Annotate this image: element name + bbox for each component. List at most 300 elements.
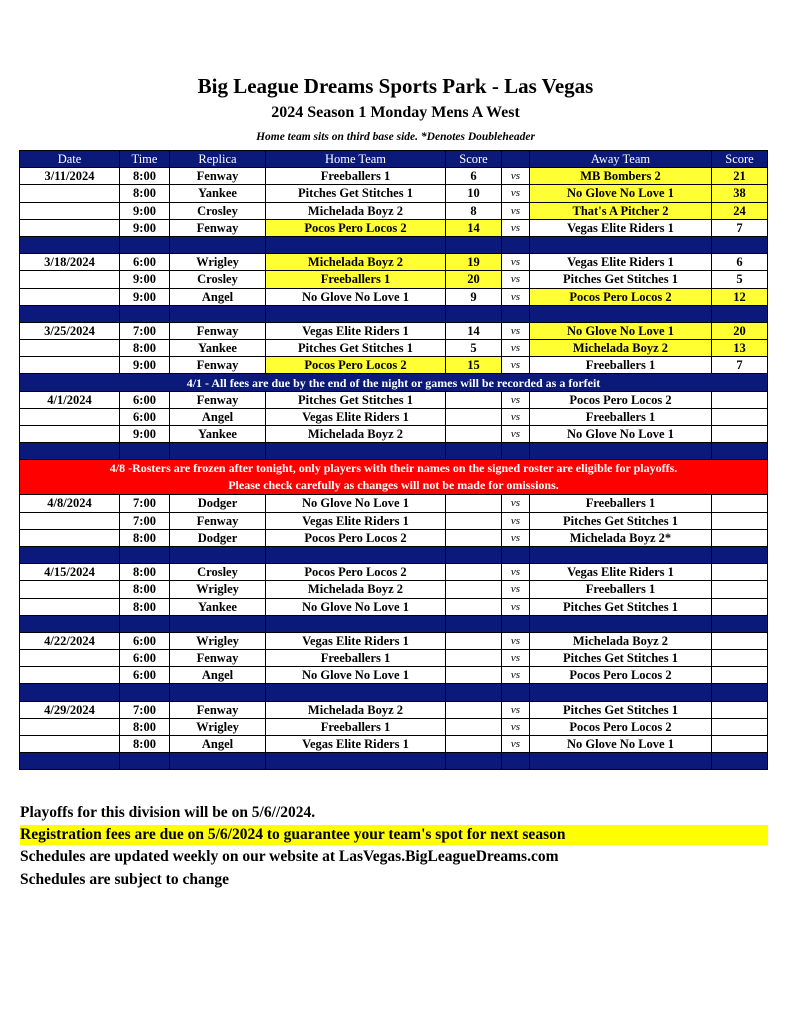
separator-cell bbox=[170, 236, 266, 253]
home-team: Freeballers 1 bbox=[266, 650, 446, 667]
vs-label: vs bbox=[502, 564, 530, 581]
away-score bbox=[712, 650, 768, 667]
home-score bbox=[446, 701, 502, 718]
game-time: 8:00 bbox=[120, 718, 170, 735]
away-team: Pocos Pero Locos 2 bbox=[530, 718, 712, 735]
separator-cell bbox=[120, 753, 170, 770]
home-score: 14 bbox=[446, 219, 502, 236]
game-time: 8:00 bbox=[120, 340, 170, 357]
week-separator-row bbox=[20, 546, 768, 563]
home-team: Vegas Elite Riders 1 bbox=[266, 322, 446, 339]
separator-cell bbox=[266, 615, 446, 632]
vs-label: vs bbox=[502, 168, 530, 185]
away-score bbox=[712, 495, 768, 512]
game-replica: Angel bbox=[170, 288, 266, 305]
away-team: Freeballers 1 bbox=[530, 495, 712, 512]
home-score bbox=[446, 736, 502, 753]
game-time: 8:00 bbox=[120, 564, 170, 581]
vs-label: vs bbox=[502, 408, 530, 425]
home-score: 5 bbox=[446, 340, 502, 357]
schedule-body bbox=[20, 168, 768, 770]
away-score: 5 bbox=[712, 271, 768, 288]
game-time: 8:00 bbox=[120, 736, 170, 753]
col-header-time: Time bbox=[120, 151, 170, 168]
game-time: 6:00 bbox=[120, 632, 170, 649]
game-replica: Angel bbox=[170, 736, 266, 753]
away-score bbox=[712, 391, 768, 408]
home-score bbox=[446, 391, 502, 408]
away-team: Pitches Get Stitches 1 bbox=[530, 701, 712, 718]
game-row bbox=[20, 288, 768, 305]
roster-alert-line-2: Please check carefully as changes will not be made for omissions. bbox=[228, 478, 559, 493]
game-row bbox=[20, 632, 768, 649]
page-note: Home team sits on third base side. *Denotes Doubleheader bbox=[256, 131, 535, 143]
game-date bbox=[20, 202, 120, 219]
game-replica: Angel bbox=[170, 408, 266, 425]
home-score bbox=[446, 632, 502, 649]
game-date bbox=[20, 288, 120, 305]
away-score bbox=[712, 529, 768, 546]
game-row bbox=[20, 426, 768, 443]
game-row bbox=[20, 219, 768, 236]
vs-label: vs bbox=[502, 322, 530, 339]
home-team: Pocos Pero Locos 2 bbox=[266, 564, 446, 581]
home-team: Michelada Boyz 2 bbox=[266, 254, 446, 271]
separator-cell bbox=[20, 753, 120, 770]
vs-label: vs bbox=[502, 581, 530, 598]
separator-cell bbox=[530, 546, 712, 563]
separator-cell bbox=[120, 236, 170, 253]
roster-alert-line-1: 4/8 -Rosters are frozen after tonight, only players with their names on the signed roster are eligible for playoffs. bbox=[109, 461, 678, 476]
table-header-row bbox=[20, 151, 768, 168]
away-team: Michelada Boyz 2 bbox=[530, 632, 712, 649]
page-subtitle: 2024 Season 1 Monday Mens A West bbox=[271, 104, 520, 121]
game-time: 9:00 bbox=[120, 288, 170, 305]
vs-label: vs bbox=[502, 650, 530, 667]
game-row bbox=[20, 168, 768, 185]
game-date: 4/29/2024 bbox=[20, 701, 120, 718]
separator-cell bbox=[446, 684, 502, 701]
separator-cell bbox=[712, 236, 768, 253]
separator-cell bbox=[266, 305, 446, 322]
game-row bbox=[20, 495, 768, 512]
game-replica: Fenway bbox=[170, 322, 266, 339]
game-replica: Yankee bbox=[170, 598, 266, 615]
home-team: Vegas Elite Riders 1 bbox=[266, 632, 446, 649]
game-date bbox=[20, 736, 120, 753]
vs-label: vs bbox=[502, 718, 530, 735]
separator-cell bbox=[446, 615, 502, 632]
game-row bbox=[20, 512, 768, 529]
vs-label: vs bbox=[502, 736, 530, 753]
away-score bbox=[712, 632, 768, 649]
game-date bbox=[20, 408, 120, 425]
game-date bbox=[20, 667, 120, 684]
game-row bbox=[20, 202, 768, 219]
home-team: No Glove No Love 1 bbox=[266, 667, 446, 684]
home-team: Freeballers 1 bbox=[266, 168, 446, 185]
game-replica: Dodger bbox=[170, 495, 266, 512]
separator-cell bbox=[502, 615, 530, 632]
game-date: 4/15/2024 bbox=[20, 564, 120, 581]
vs-label: vs bbox=[502, 340, 530, 357]
away-score: 7 bbox=[712, 219, 768, 236]
separator-cell bbox=[530, 305, 712, 322]
away-team: No Glove No Love 1 bbox=[530, 736, 712, 753]
separator-cell bbox=[530, 443, 712, 460]
away-score bbox=[712, 512, 768, 529]
separator-cell bbox=[712, 753, 768, 770]
away-team: No Glove No Love 1 bbox=[530, 185, 712, 202]
game-row bbox=[20, 598, 768, 615]
col-header-home-score: Score bbox=[446, 151, 502, 168]
game-replica: Yankee bbox=[170, 340, 266, 357]
home-team: Pitches Get Stitches 1 bbox=[266, 340, 446, 357]
col-header-away-score: Score bbox=[712, 151, 768, 168]
playoffs-note: Playoffs for this division will be on 5/6//2024. bbox=[20, 804, 316, 821]
game-row bbox=[20, 185, 768, 202]
game-date bbox=[20, 650, 120, 667]
col-header-away-team: Away Team bbox=[530, 151, 712, 168]
separator-cell bbox=[446, 236, 502, 253]
separator-cell bbox=[266, 443, 446, 460]
away-team: Pitches Get Stitches 1 bbox=[530, 650, 712, 667]
away-team: Freeballers 1 bbox=[530, 581, 712, 598]
game-time: 9:00 bbox=[120, 357, 170, 374]
game-date bbox=[20, 718, 120, 735]
separator-cell bbox=[446, 443, 502, 460]
game-time: 9:00 bbox=[120, 271, 170, 288]
game-time: 7:00 bbox=[120, 495, 170, 512]
game-row bbox=[20, 322, 768, 339]
away-score: 21 bbox=[712, 168, 768, 185]
game-date: 4/1/2024 bbox=[20, 391, 120, 408]
separator-cell bbox=[712, 443, 768, 460]
game-replica: Wrigley bbox=[170, 718, 266, 735]
game-time: 7:00 bbox=[120, 512, 170, 529]
vs-label: vs bbox=[502, 598, 530, 615]
game-time: 6:00 bbox=[120, 408, 170, 425]
away-team: Vegas Elite Riders 1 bbox=[530, 219, 712, 236]
game-date bbox=[20, 426, 120, 443]
home-score: 8 bbox=[446, 202, 502, 219]
separator-cell bbox=[120, 684, 170, 701]
away-team: Pitches Get Stitches 1 bbox=[530, 598, 712, 615]
away-score: 12 bbox=[712, 288, 768, 305]
game-time: 6:00 bbox=[120, 667, 170, 684]
away-score: 24 bbox=[712, 202, 768, 219]
separator-cell bbox=[502, 753, 530, 770]
game-row bbox=[20, 650, 768, 667]
away-team: Vegas Elite Riders 1 bbox=[530, 254, 712, 271]
game-replica: Fenway bbox=[170, 219, 266, 236]
game-time: 6:00 bbox=[120, 650, 170, 667]
home-score bbox=[446, 564, 502, 581]
game-time: 8:00 bbox=[120, 168, 170, 185]
game-row bbox=[20, 254, 768, 271]
game-row bbox=[20, 529, 768, 546]
game-row bbox=[20, 408, 768, 425]
separator-cell bbox=[530, 684, 712, 701]
away-team: Pitches Get Stitches 1 bbox=[530, 271, 712, 288]
home-score: 19 bbox=[446, 254, 502, 271]
away-team: Freeballers 1 bbox=[530, 357, 712, 374]
separator-cell bbox=[120, 546, 170, 563]
separator-cell bbox=[170, 684, 266, 701]
separator-cell bbox=[712, 615, 768, 632]
separator-cell bbox=[502, 684, 530, 701]
week-separator-row bbox=[20, 443, 768, 460]
home-team: Pocos Pero Locos 2 bbox=[266, 357, 446, 374]
separator-cell bbox=[266, 684, 446, 701]
separator-cell bbox=[446, 305, 502, 322]
game-time: 6:00 bbox=[120, 254, 170, 271]
game-replica: Wrigley bbox=[170, 581, 266, 598]
away-score bbox=[712, 564, 768, 581]
roster-alert-row bbox=[20, 460, 768, 495]
vs-label: vs bbox=[502, 357, 530, 374]
game-time: 8:00 bbox=[120, 185, 170, 202]
fees-notice: 4/1 - All fees are due by the end of the night or games will be recorded as a forfeit bbox=[20, 374, 768, 391]
game-replica: Fenway bbox=[170, 168, 266, 185]
game-replica: Fenway bbox=[170, 512, 266, 529]
home-team: Pitches Get Stitches 1 bbox=[266, 391, 446, 408]
away-score bbox=[712, 408, 768, 425]
game-replica: Crosley bbox=[170, 271, 266, 288]
game-replica: Wrigley bbox=[170, 254, 266, 271]
game-date bbox=[20, 598, 120, 615]
vs-label: vs bbox=[502, 219, 530, 236]
separator-cell bbox=[170, 305, 266, 322]
game-time: 8:00 bbox=[120, 529, 170, 546]
separator-cell bbox=[530, 615, 712, 632]
col-header-replica: Replica bbox=[170, 151, 266, 168]
col-header-home-team: Home Team bbox=[266, 151, 446, 168]
away-team: Vegas Elite Riders 1 bbox=[530, 564, 712, 581]
week-separator-row bbox=[20, 236, 768, 253]
separator-cell bbox=[20, 684, 120, 701]
game-row bbox=[20, 718, 768, 735]
away-score bbox=[712, 736, 768, 753]
separator-cell bbox=[120, 305, 170, 322]
away-score: 20 bbox=[712, 322, 768, 339]
home-score bbox=[446, 718, 502, 735]
game-date bbox=[20, 271, 120, 288]
vs-label: vs bbox=[502, 667, 530, 684]
home-team: Pocos Pero Locos 2 bbox=[266, 529, 446, 546]
game-row bbox=[20, 357, 768, 374]
separator-cell bbox=[170, 546, 266, 563]
game-date: 4/8/2024 bbox=[20, 495, 120, 512]
home-score bbox=[446, 408, 502, 425]
separator-cell bbox=[446, 753, 502, 770]
game-row bbox=[20, 564, 768, 581]
away-score bbox=[712, 598, 768, 615]
home-score bbox=[446, 598, 502, 615]
home-team: Pitches Get Stitches 1 bbox=[266, 185, 446, 202]
separator-cell bbox=[120, 443, 170, 460]
home-team: Vegas Elite Riders 1 bbox=[266, 408, 446, 425]
home-team: Michelada Boyz 2 bbox=[266, 581, 446, 598]
week-separator-row bbox=[20, 753, 768, 770]
game-replica: Angel bbox=[170, 667, 266, 684]
game-replica: Dodger bbox=[170, 529, 266, 546]
schedule-table bbox=[19, 150, 768, 770]
game-row bbox=[20, 667, 768, 684]
vs-label: vs bbox=[502, 512, 530, 529]
away-score: 13 bbox=[712, 340, 768, 357]
home-score bbox=[446, 426, 502, 443]
game-time: 7:00 bbox=[120, 322, 170, 339]
game-time: 8:00 bbox=[120, 581, 170, 598]
vs-label: vs bbox=[502, 701, 530, 718]
game-time: 9:00 bbox=[120, 202, 170, 219]
game-time: 6:00 bbox=[120, 391, 170, 408]
away-score bbox=[712, 581, 768, 598]
game-time: 9:00 bbox=[120, 426, 170, 443]
game-row bbox=[20, 581, 768, 598]
away-team: Michelada Boyz 2* bbox=[530, 529, 712, 546]
game-replica: Crosley bbox=[170, 564, 266, 581]
game-date bbox=[20, 529, 120, 546]
away-score bbox=[712, 701, 768, 718]
separator-cell bbox=[20, 546, 120, 563]
vs-label: vs bbox=[502, 529, 530, 546]
home-score bbox=[446, 512, 502, 529]
separator-cell bbox=[712, 305, 768, 322]
vs-label: vs bbox=[502, 288, 530, 305]
game-date bbox=[20, 581, 120, 598]
away-team: Pocos Pero Locos 2 bbox=[530, 288, 712, 305]
vs-label: vs bbox=[502, 495, 530, 512]
away-team: Michelada Boyz 2 bbox=[530, 340, 712, 357]
separator-cell bbox=[530, 236, 712, 253]
week-separator-row bbox=[20, 615, 768, 632]
away-team: Pocos Pero Locos 2 bbox=[530, 391, 712, 408]
away-team: No Glove No Love 1 bbox=[530, 426, 712, 443]
vs-label: vs bbox=[502, 254, 530, 271]
home-score bbox=[446, 581, 502, 598]
game-replica: Yankee bbox=[170, 185, 266, 202]
game-row bbox=[20, 271, 768, 288]
home-score bbox=[446, 529, 502, 546]
game-date: 3/25/2024 bbox=[20, 322, 120, 339]
fees-notice-row bbox=[20, 374, 768, 391]
away-team: No Glove No Love 1 bbox=[530, 322, 712, 339]
separator-cell bbox=[502, 443, 530, 460]
vs-label: vs bbox=[502, 202, 530, 219]
game-replica: Fenway bbox=[170, 391, 266, 408]
col-header-date: Date bbox=[20, 151, 120, 168]
home-team: No Glove No Love 1 bbox=[266, 288, 446, 305]
game-date bbox=[20, 340, 120, 357]
separator-cell bbox=[20, 236, 120, 253]
separator-cell bbox=[502, 546, 530, 563]
home-score bbox=[446, 650, 502, 667]
game-replica: Crosley bbox=[170, 202, 266, 219]
home-score: 14 bbox=[446, 322, 502, 339]
vs-label: vs bbox=[502, 632, 530, 649]
game-replica: Wrigley bbox=[170, 632, 266, 649]
away-team: Freeballers 1 bbox=[530, 408, 712, 425]
registration-note: Registration fees are due on 5/6/2024 to guarantee your team's spot for next season bbox=[20, 825, 768, 845]
separator-cell bbox=[20, 443, 120, 460]
separator-cell bbox=[712, 684, 768, 701]
game-replica: Fenway bbox=[170, 357, 266, 374]
away-score: 38 bbox=[712, 185, 768, 202]
vs-label: vs bbox=[502, 391, 530, 408]
game-date bbox=[20, 512, 120, 529]
game-row bbox=[20, 736, 768, 753]
game-date bbox=[20, 185, 120, 202]
home-team: Michelada Boyz 2 bbox=[266, 426, 446, 443]
home-team: Vegas Elite Riders 1 bbox=[266, 736, 446, 753]
home-score: 6 bbox=[446, 168, 502, 185]
separator-cell bbox=[266, 753, 446, 770]
home-team: Vegas Elite Riders 1 bbox=[266, 512, 446, 529]
separator-cell bbox=[20, 305, 120, 322]
roster-alert bbox=[20, 460, 768, 495]
home-team: Michelada Boyz 2 bbox=[266, 701, 446, 718]
page-title: Big League Dreams Sports Park - Las Vegas bbox=[197, 74, 594, 98]
separator-cell bbox=[170, 443, 266, 460]
away-score bbox=[712, 426, 768, 443]
vs-label: vs bbox=[502, 426, 530, 443]
home-score: 15 bbox=[446, 357, 502, 374]
week-separator-row bbox=[20, 305, 768, 322]
separator-cell bbox=[170, 615, 266, 632]
game-replica: Fenway bbox=[170, 701, 266, 718]
separator-cell bbox=[120, 615, 170, 632]
separator-cell bbox=[266, 236, 446, 253]
separator-cell bbox=[530, 753, 712, 770]
game-date bbox=[20, 357, 120, 374]
vs-label: vs bbox=[502, 185, 530, 202]
separator-cell bbox=[502, 236, 530, 253]
away-score bbox=[712, 667, 768, 684]
separator-cell bbox=[446, 546, 502, 563]
home-team: Pocos Pero Locos 2 bbox=[266, 219, 446, 236]
away-score: 6 bbox=[712, 254, 768, 271]
game-date: 4/22/2024 bbox=[20, 632, 120, 649]
separator-cell bbox=[712, 546, 768, 563]
away-team: Pitches Get Stitches 1 bbox=[530, 512, 712, 529]
away-score: 7 bbox=[712, 357, 768, 374]
game-date: 3/11/2024 bbox=[20, 168, 120, 185]
week-separator-row bbox=[20, 684, 768, 701]
game-replica: Fenway bbox=[170, 650, 266, 667]
home-score: 20 bbox=[446, 271, 502, 288]
home-score bbox=[446, 495, 502, 512]
game-time: 8:00 bbox=[120, 598, 170, 615]
away-team: MB Bombers 2 bbox=[530, 168, 712, 185]
home-score: 9 bbox=[446, 288, 502, 305]
away-team: That's A Pitcher 2 bbox=[530, 202, 712, 219]
game-row bbox=[20, 340, 768, 357]
home-team: Michelada Boyz 2 bbox=[266, 202, 446, 219]
change-note: Schedules are subject to change bbox=[20, 871, 229, 888]
game-replica: Yankee bbox=[170, 426, 266, 443]
home-score: 10 bbox=[446, 185, 502, 202]
home-score bbox=[446, 667, 502, 684]
game-date: 3/18/2024 bbox=[20, 254, 120, 271]
game-date bbox=[20, 219, 120, 236]
vs-label: vs bbox=[502, 271, 530, 288]
away-score bbox=[712, 718, 768, 735]
col-header-vs bbox=[502, 151, 530, 168]
website-note: Schedules are updated weekly on our website at LasVegas.BigLeagueDreams.com bbox=[20, 848, 559, 865]
separator-cell bbox=[170, 753, 266, 770]
